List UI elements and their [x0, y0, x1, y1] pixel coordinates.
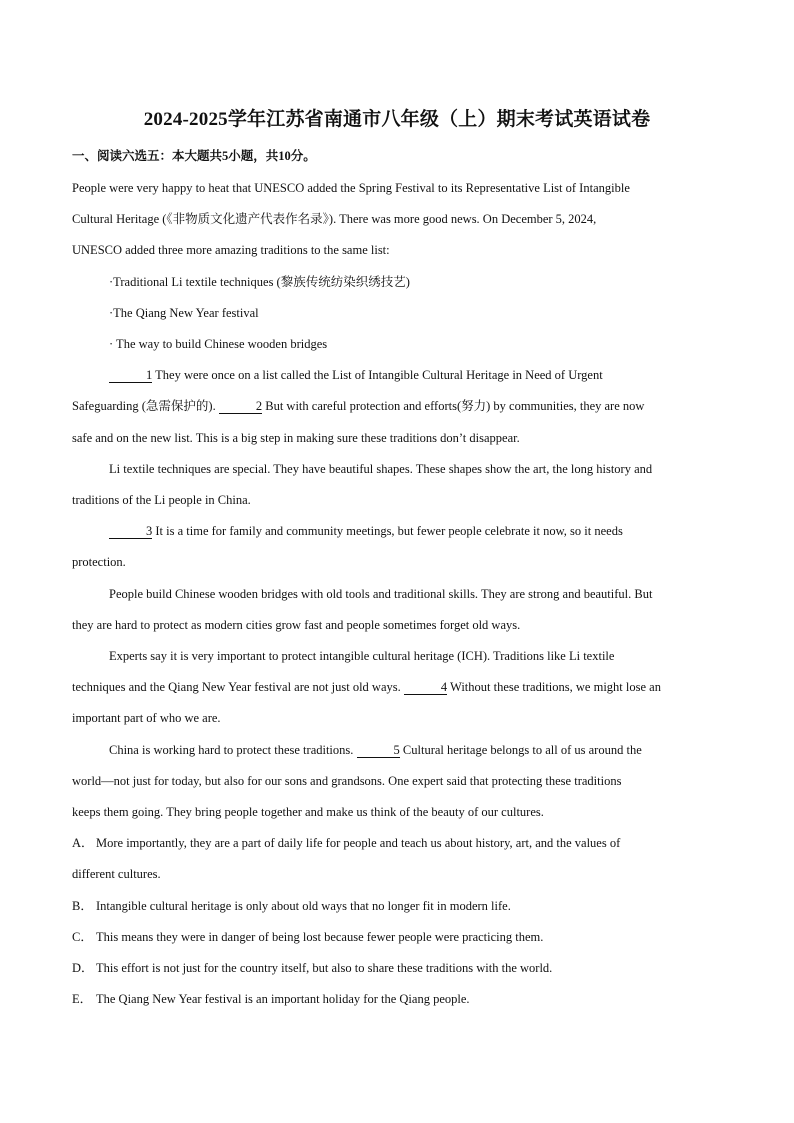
paragraph-3: Li textile techniques are special. They have beautiful shapes. These shapes show the art, the long history and traditions of the Li people in China. — [72, 461, 653, 508]
paragraph-5: People build Chinese wooden bridges with old tools and traditional skills. They are strong and beautiful. But they are hard to protect as modern cities grow fast and people sometimes forget old ways. — [72, 586, 653, 632]
blank-5[interactable]: 5 — [357, 743, 400, 758]
option-b[interactable]: B． Intangible cultural heritage is only about old ways that no longer fit in modern life. — [72, 898, 511, 913]
option-a[interactable]: A． More importantly, they are a part of daily life for people and teach us about history, art, and the values of different cultures. — [72, 836, 621, 882]
page-title: 2024-2025学年江苏省南通市八年级（上）期末考试英语试卷 — [143, 109, 651, 130]
blank-1[interactable]: 1 — [109, 368, 152, 383]
option-d[interactable]: D． This effort is not just for the country itself, but also to share these traditions with the world. — [72, 961, 553, 976]
list-item: ·The Qiang New Year festival — [109, 305, 259, 320]
passage-body — [72, 173, 724, 1015]
list-item: · The way to build Chinese wooden bridges — [109, 337, 328, 352]
paragraph-4: 3 It is a time for family and community meetings, but fewer people celebrate it now, so it needs protection. — [72, 524, 623, 570]
option-c[interactable]: C． This means they were in danger of being lost because fewer people were practicing them. — [72, 929, 544, 944]
blank-4[interactable]: 4 — [404, 680, 447, 695]
blank-3[interactable]: 3 — [109, 524, 152, 539]
paragraph-1: People were very happy to heat that UNESCO added the Spring Festival to its Representative List of Intangible Cultural Heritage (《非物质文化遗产代表作名录》). There was more good news. On December 5, 2024, UNESCO added three more amazing traditions to the same list: — [72, 181, 630, 258]
paragraph-7: China is working hard to protect these traditions. 5 Cultural heritage belongs to all of us around the world—not just for today, but also for our sons and grandsons. One expert said that protecting these traditions keeps them going. They bring people together and make us think of the beauty of our cultures. — [72, 742, 642, 820]
paragraph-2: 1 They were once on a list called the List of Intangible Cultural Heritage in Need of Urgent Safeguarding (急需保护的). 2 But with careful protection and efforts(努力) by communities, they are now safe and on the new list. This is a big step in making sure these traditions don’t disappear. — [72, 368, 645, 445]
paragraph-6: Experts say it is very important to protect intangible cultural heritage (ICH). Traditions like Li textile techniques and the Qiang New Year festival are not just old ways. 4 Without these traditions, we might lose an important part of who we are. — [72, 649, 661, 726]
section-heading: 一、阅读六选五：本大题共5小题，共10分。 — [72, 149, 316, 163]
option-e[interactable]: E． The Qiang New Year festival is an important holiday for the Qiang people. — [72, 992, 470, 1007]
blank-2[interactable]: 2 — [219, 399, 262, 414]
list-item: ·Traditional Li textile techniques (黎族传统纺染织绣技艺) — [109, 274, 410, 289]
